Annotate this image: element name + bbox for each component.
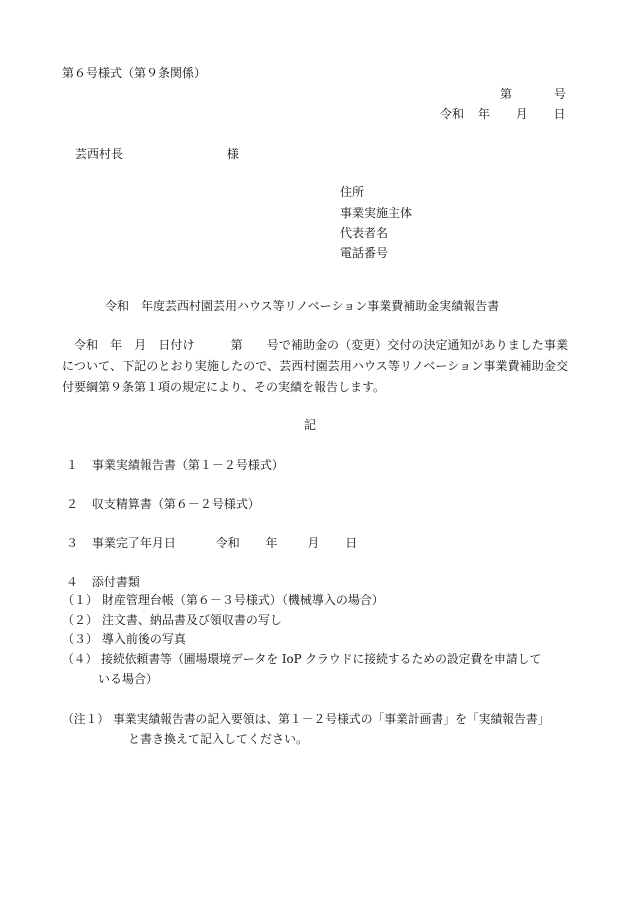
sub-item-text: 財産管理台帳（第６－３号様式）（機械導入の場合） [101, 593, 384, 607]
date-day: 日 [553, 107, 566, 121]
date-month: 月 [515, 107, 528, 121]
list-item [66, 456, 284, 473]
completion-year: 年 [265, 536, 278, 550]
completion-day: 日 [345, 536, 358, 550]
sub-item [62, 630, 186, 647]
date-year: 年 [477, 107, 490, 121]
item-text: 事業完了年月日 [91, 536, 176, 550]
doc-number-prefix: 第 [500, 87, 513, 101]
sub-item [62, 650, 541, 667]
sub-item-number: （３） [62, 632, 99, 646]
date-era: 令和 [440, 107, 465, 121]
document-title: 令和 年度芸西村園芸用ハウス等リノベーション事業費補助金実績報告書 [105, 299, 500, 313]
item-text: 事業実績報告書（第１－２号様式） [91, 458, 284, 472]
list-item [66, 573, 140, 590]
sub-item [62, 611, 282, 628]
sub-item-text: 注文書、納品書及び領収書の写し [101, 613, 282, 627]
sub-item-text: 導入前後の写真 [101, 632, 186, 646]
sub-item-continuation: いる場合） [98, 672, 159, 686]
item-text: 添付書類 [91, 575, 140, 589]
sub-item-number: （２） [62, 613, 99, 627]
sub-item-text: 接続依頼書等（圃場環境データを IoP クラウドに接続するための設定費を申請して [101, 652, 542, 666]
completion-month: 月 [307, 536, 320, 550]
note [62, 710, 549, 727]
ki-heading: 記 [304, 418, 317, 432]
item-number: ４ [66, 575, 79, 589]
list-item [66, 495, 260, 512]
item-number: １ [66, 458, 79, 472]
item-number: ３ [66, 536, 79, 550]
note-continuation: と書き換えて記入してください。 [128, 732, 309, 746]
addressee-name: 芸西村長 [75, 147, 124, 161]
completion-era: 令和 [215, 536, 240, 550]
note-label: （注１） [62, 712, 110, 726]
item-number: ２ [66, 497, 79, 511]
applicant-phone-label: 電話番号 [340, 246, 389, 260]
doc-number-suffix: 号 [553, 87, 566, 101]
item-text: 収支精算書（第６－２号様式） [91, 497, 260, 511]
body-paragraph: 令和 年 月 日付け 第 号で補助金の（変更）交付の決定通知がありました事業について、下記のとおり実施したので、芸西村園芸用ハウス等リノベーション事業費補助金交付要綱第９条第１項の規定により、その実績を報告します。 [62, 338, 568, 394]
applicant-representative-label: 代表者名 [340, 226, 389, 240]
document-number [500, 85, 566, 102]
sub-item-number: （１） [62, 593, 99, 607]
addressee [75, 145, 239, 162]
sub-item-number: （４） [62, 652, 98, 666]
note-text: 事業実績報告書の記入要領は、第１－２号様式の「事業計画書」を「実績報告書」 [112, 712, 550, 726]
date-line [440, 105, 566, 122]
addressee-honorific: 様 [226, 147, 239, 161]
applicant-entity-label: 事業実施主体 [340, 206, 413, 220]
list-item [66, 534, 357, 551]
sub-item [62, 591, 384, 608]
applicant-address-label: 住所 [340, 185, 365, 199]
form-title: 第６号様式（第９条関係） [62, 66, 207, 80]
